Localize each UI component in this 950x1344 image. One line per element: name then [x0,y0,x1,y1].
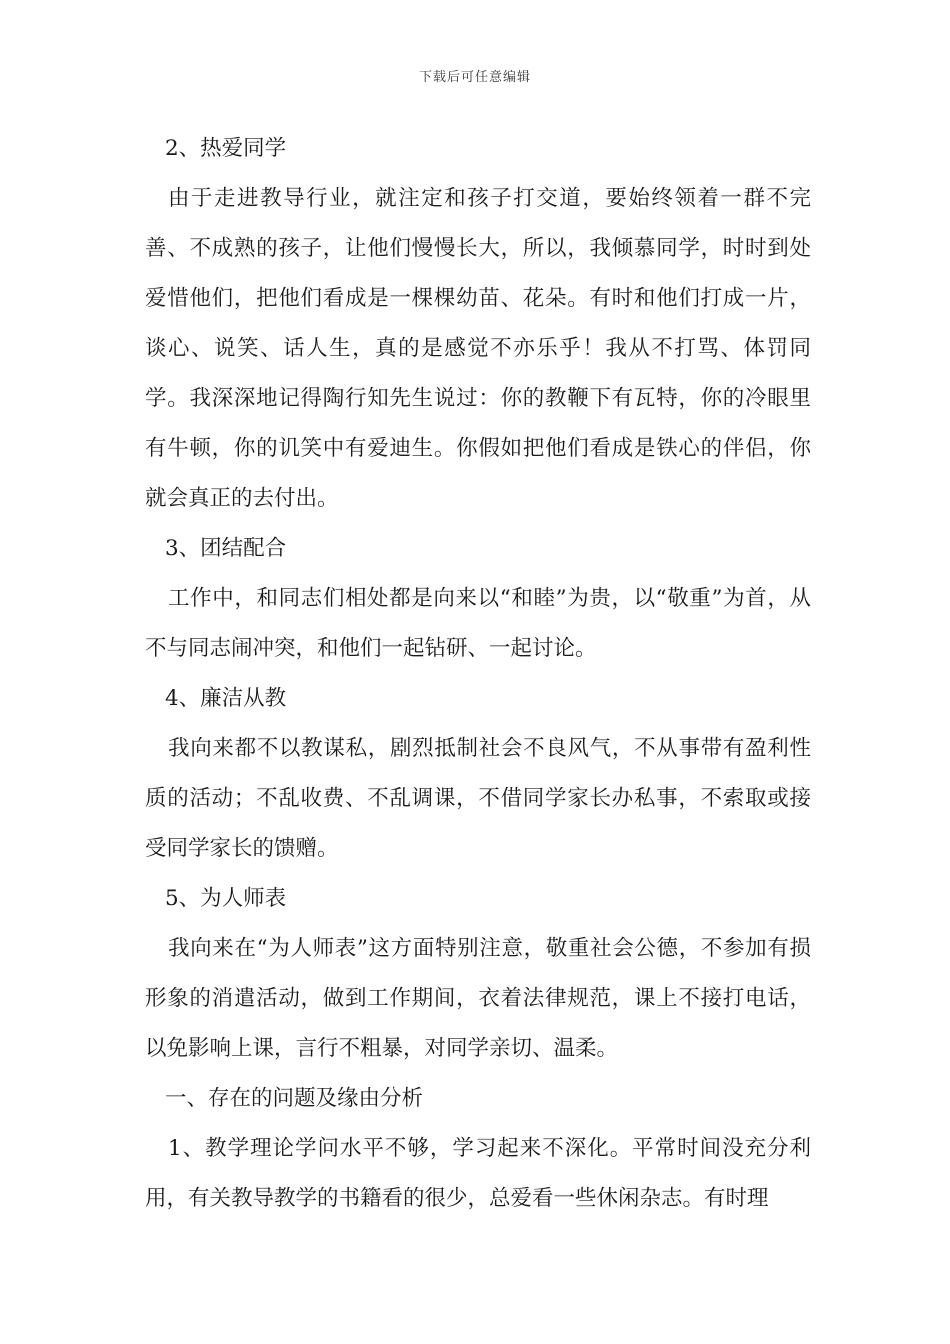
text-line: 善、不成熟的孩子，让他们慢慢长大，所以，我倾慕同学，时时到 [145,236,790,261]
text-line: 或接受同学家长的馈赠。 [145,786,811,861]
text-line: 冷眼里有牛顿，你的讥笑中有爱迪生。你假如把他们看成是铁心的 [145,386,811,461]
text-line: 由于走进教导行业，就注定和孩子打交道，要始终领着一群不完 [168,186,811,211]
paragraph-teamwork [145,574,811,674]
text-line: 有损形象的消遣活动，做到工作期间，衣着法律规范，课上不接打 [145,936,811,1011]
text-line: 我向来在“为人师表”这方面特别注意，敬重社会公德，不参加 [168,936,768,961]
text-line: 片，谈心、说笑、话人生，真的是感觉不亦乐乎！我从不打骂、体 [145,286,811,361]
section-heading-teamwork: 3、团结配合 [165,536,287,561]
text-line: 用，有关教导教学的书籍看的很少，总爱看一些休闲杂志。有时理 [145,1186,769,1211]
text-line: 我向来都不以教谋私，剧烈抵制社会不良风气，不从事带有盈利 [168,736,790,761]
text-line: 工作中，和同志们相处都是向来以“和睦”为贵，以“敬重”为 [168,586,746,611]
text-line: 罚同学。我深深地记得陶行知先生说过：你的教鞭下有瓦特，你的 [145,336,811,411]
text-line: 伴侣，你就会真正的去付出。 [145,436,811,511]
text-line: 性质的活动；不乱收费、不乱调课，不借同学家长办私事，不索取 [145,736,811,811]
text-line: 1、教学理论学问水平不够，学习起来不深化。平常时间没充分利 [168,1136,811,1161]
paragraph-love-students [145,174,811,524]
document-body [145,124,811,1224]
section-heading-love-students: 2、热爱同学 [165,136,287,161]
text-line: 首，从不与同志闹冲突，和他们一起钻研、一起讨论。 [145,586,811,661]
paragraph-integrity [145,724,811,874]
paragraph-problems [145,1124,811,1224]
text-line: 处爱惜他们，把他们看成是一棵棵幼苗、花朵。有时和他们打成一 [145,236,811,311]
text-line: 电话，以免影响上课，言行不粗暴，对同学亲切、温柔。 [145,986,811,1061]
section-heading-role-model: 5、为人师表 [165,886,287,911]
section-heading-problems: 一、存在的问题及缘由分析 [165,1086,424,1111]
section-heading-integrity: 4、廉洁从教 [165,686,287,711]
header-note: 下载后可任意编辑 [418,70,531,85]
paragraph-role-model [145,924,811,1074]
